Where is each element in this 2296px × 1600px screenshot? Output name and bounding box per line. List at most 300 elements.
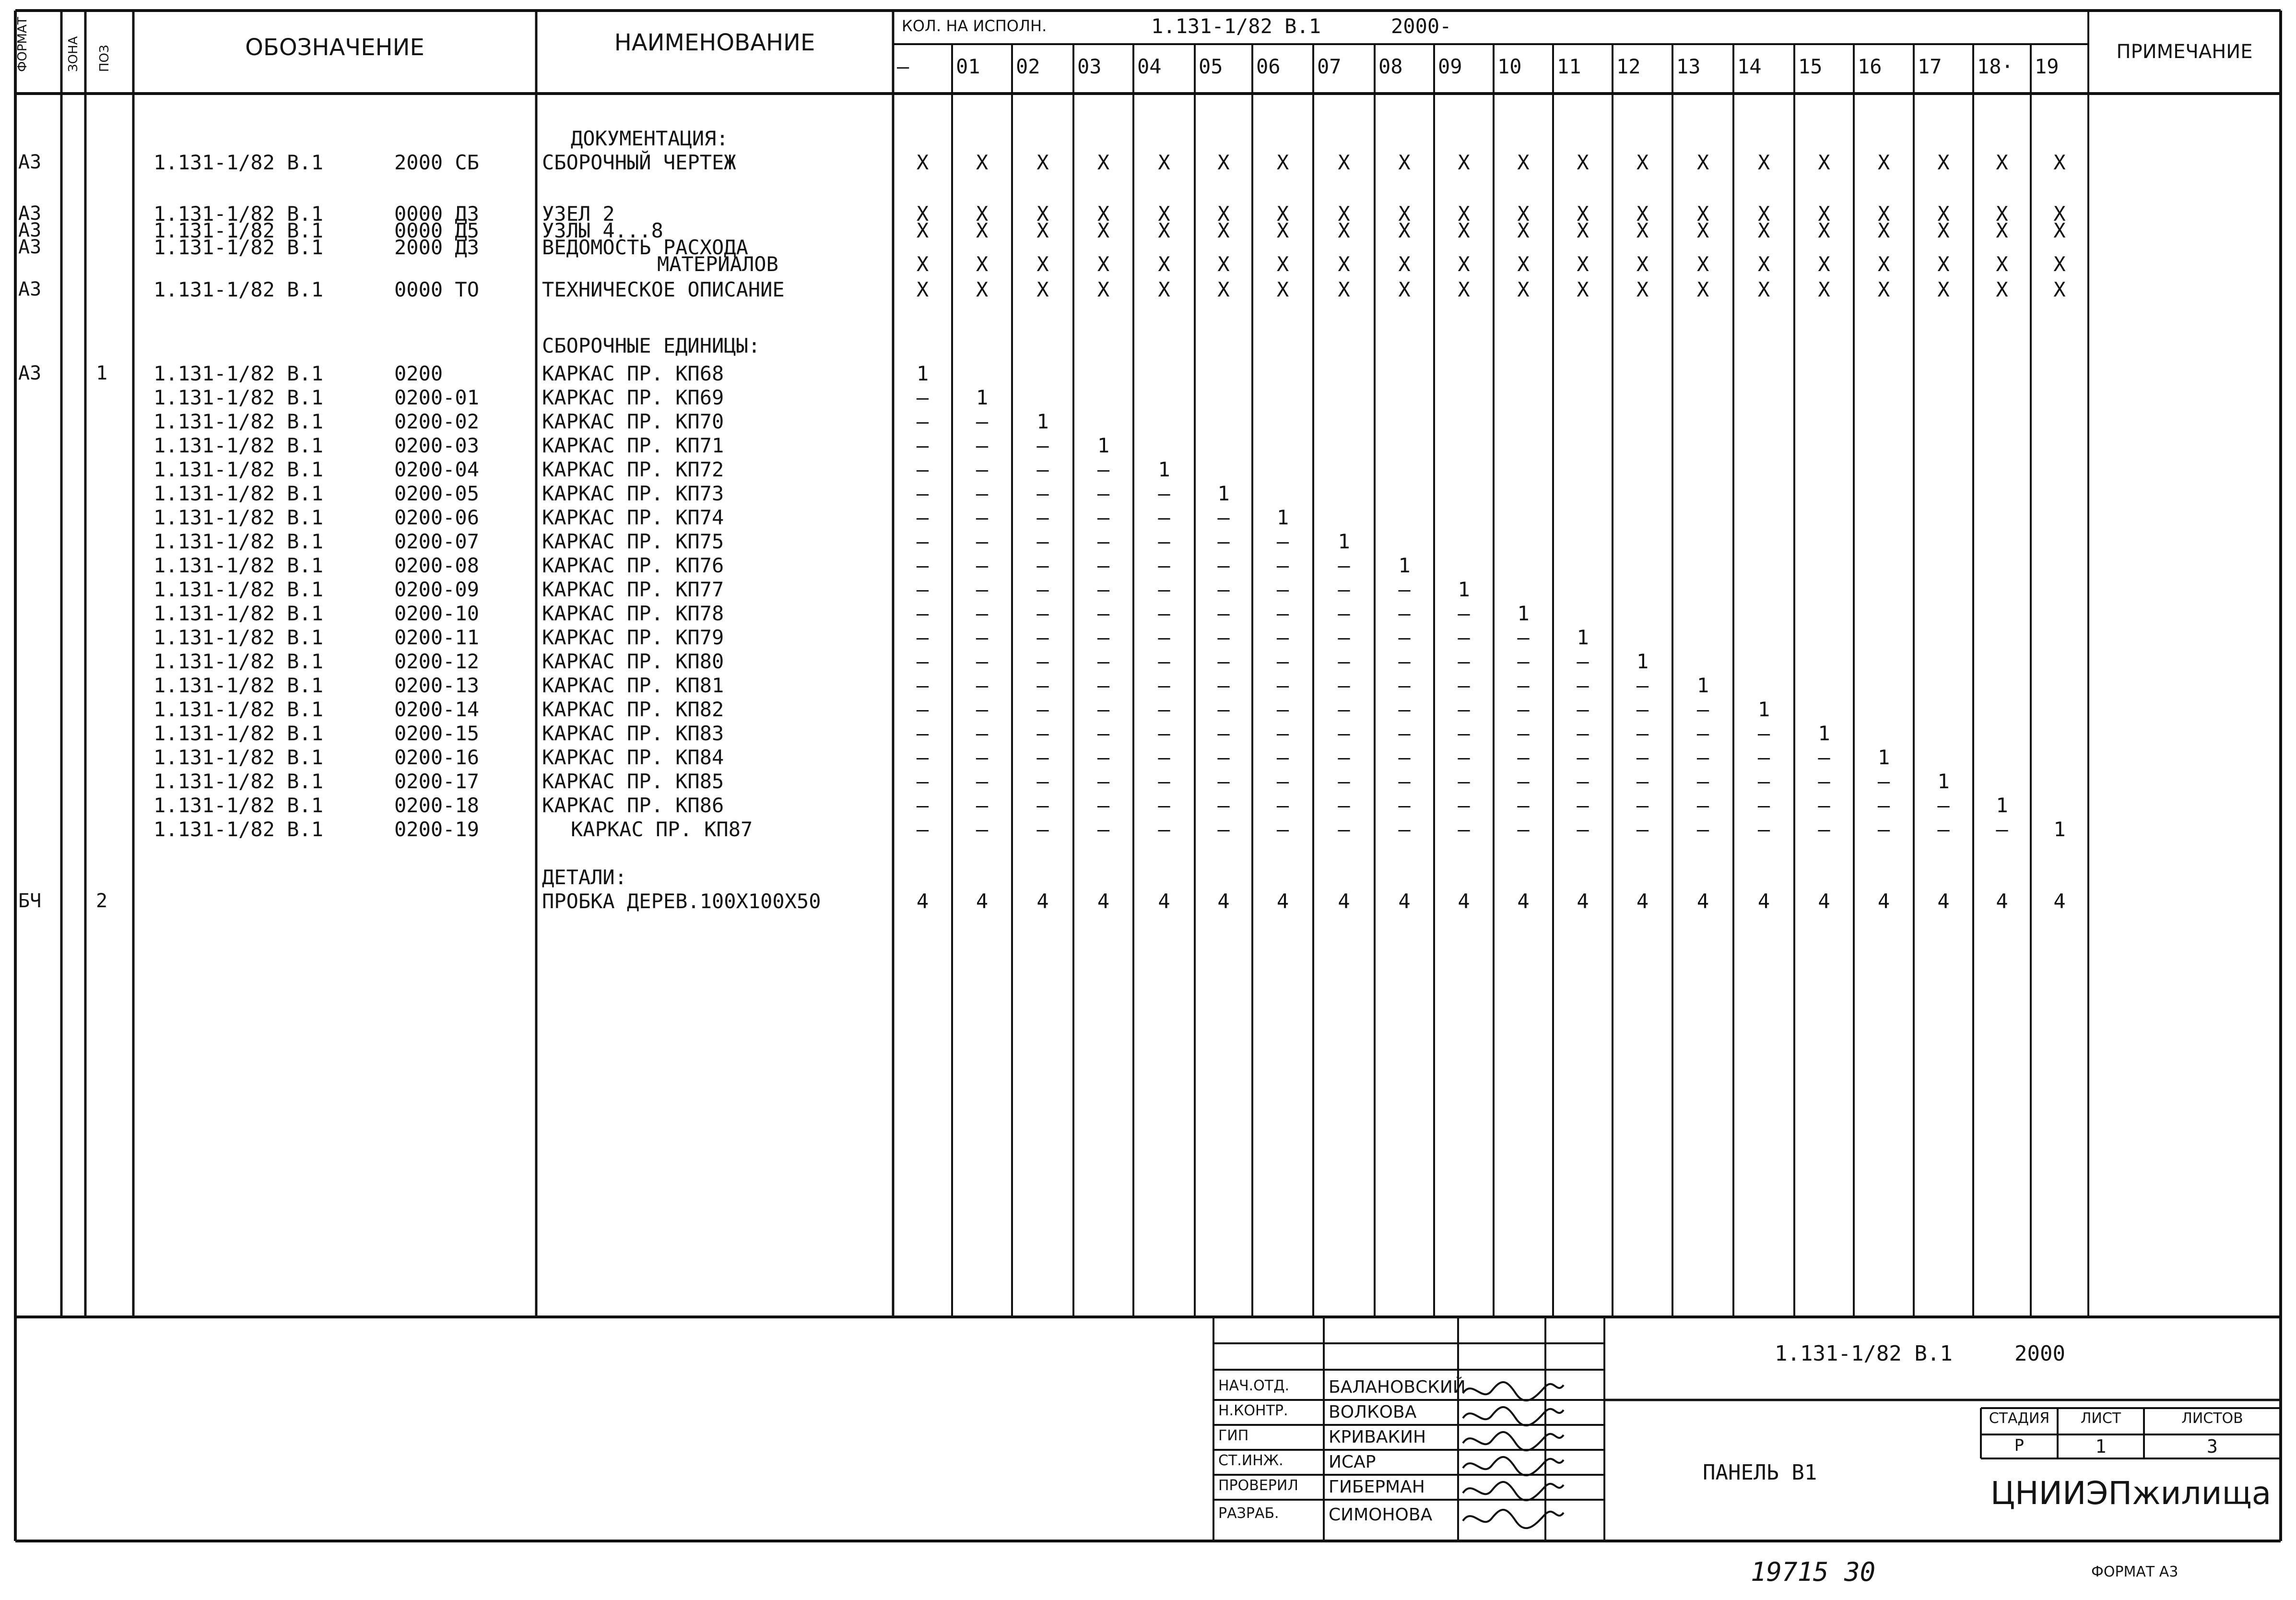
row-code: 0200-05 xyxy=(394,482,480,505)
qty-cell: – xyxy=(1276,554,1289,577)
row-code: 0200-09 xyxy=(394,578,480,601)
qty-cell: – xyxy=(976,650,989,673)
qty-cell: 1 xyxy=(2053,818,2066,841)
qty-cell: 4 xyxy=(1996,889,2008,913)
qty-cell: X xyxy=(1217,202,1230,225)
qty-cell: 1 xyxy=(1338,530,1350,553)
qty-cell: – xyxy=(1036,698,1049,721)
qty-cell: – xyxy=(1036,554,1049,577)
qty-cell: – xyxy=(1398,698,1411,721)
qty-cell: – xyxy=(1217,530,1230,553)
qty-cell: – xyxy=(1636,698,1649,721)
qty-cell: – xyxy=(1458,818,1470,841)
qty-cell: – xyxy=(1097,794,1110,817)
qty-cell: 4 xyxy=(1036,889,1049,913)
row-name: КАРКАС ПР. КП71 xyxy=(542,434,724,457)
qty-cell: 1 xyxy=(1036,410,1049,433)
row-format: А3 xyxy=(18,219,42,241)
qty-cell: X xyxy=(1517,202,1530,225)
role-label: СТ.ИНЖ. xyxy=(1218,1452,1283,1469)
qty-cell: X xyxy=(1937,278,1950,301)
row-designation: 1.131-1/82 В.1 xyxy=(153,554,324,577)
qty-cell: – xyxy=(1577,818,1589,841)
qty-cell: – xyxy=(916,722,929,745)
organization: ЦНИИЭПжилища xyxy=(1990,1475,2272,1512)
row-code: 0000 Д5 xyxy=(394,219,480,242)
qty-cell: X xyxy=(1036,202,1049,225)
qty-cell: – xyxy=(1338,554,1350,577)
qty-cell: – xyxy=(1276,698,1289,721)
row-name: КАРКАС ПР. КП87 xyxy=(571,818,753,841)
col-format-header: ФОРМАТ xyxy=(15,17,30,72)
col-pos-header: ПОЗ xyxy=(97,45,112,72)
qty-cell: – xyxy=(916,818,929,841)
qty-cell: – xyxy=(1877,794,1890,817)
qty-cell: – xyxy=(1877,818,1890,841)
qty-cell: X xyxy=(976,219,989,242)
row-code: 0200-19 xyxy=(394,818,480,841)
qty-cell: X xyxy=(1398,252,1411,276)
qty-cell: – xyxy=(1398,722,1411,745)
signer-name: СИМОНОВА xyxy=(1329,1505,1433,1525)
qty-cell: X xyxy=(1036,219,1049,242)
qty-cell: X xyxy=(1877,151,1890,174)
qty-cell: – xyxy=(1217,602,1230,625)
variant-header: 05 xyxy=(1199,55,1223,78)
qty-cell: 4 xyxy=(1217,889,1230,913)
qty-cell: 1 xyxy=(1517,602,1530,625)
role-label: РАЗРАБ. xyxy=(1218,1505,1279,1522)
qty-cell: – xyxy=(976,434,989,457)
row-designation: 1.131-1/82 В.1 xyxy=(153,794,324,817)
row-designation: 1.131-1/82 В.1 xyxy=(153,626,324,649)
row-code: 0200-18 xyxy=(394,794,480,817)
row-name: КАРКАС ПР. КП68 xyxy=(542,362,724,385)
qty-cell: X xyxy=(1158,278,1170,301)
qty-cell: X xyxy=(1097,278,1110,301)
qty-cell: 4 xyxy=(1696,889,1709,913)
qty-cell: – xyxy=(916,410,929,433)
qty-cell: – xyxy=(1158,818,1170,841)
qty-cell: – xyxy=(1217,626,1230,649)
qty-cell: – xyxy=(1398,674,1411,697)
qty-cell: – xyxy=(1458,794,1470,817)
paper-format: ФОРМАТ А3 xyxy=(2091,1564,2178,1580)
qty-cell: X xyxy=(1458,202,1470,225)
qty-cell: 1 xyxy=(916,362,929,385)
qty-cell: – xyxy=(1458,602,1470,625)
qty-cell: X xyxy=(1636,278,1649,301)
row-designation: 1.131-1/82 В.1 xyxy=(153,746,324,769)
variant-header: 17 xyxy=(1918,55,1942,78)
qty-cell: X xyxy=(1217,219,1230,242)
qty-cell: – xyxy=(1398,578,1411,601)
row-name: ДЕТАЛИ: xyxy=(542,865,627,889)
qty-cell: – xyxy=(1276,746,1289,769)
row-name: КАРКАС ПР. КП73 xyxy=(542,482,724,505)
row-format: А3 xyxy=(18,202,42,225)
qty-cell: X xyxy=(1818,151,1830,174)
qty-cell: – xyxy=(1577,698,1589,721)
qty-cell: X xyxy=(976,151,989,174)
qty-cell: – xyxy=(1937,794,1950,817)
qty-cell: – xyxy=(1217,650,1230,673)
row-name: КАРКАС ПР. КП82 xyxy=(542,698,724,721)
row-code: 0000 ТО xyxy=(394,278,480,301)
qty-doc-number: 1.131-1/82 В.1 xyxy=(1151,14,1321,38)
qty-cell: – xyxy=(1276,650,1289,673)
signer-name: КРИВАКИН xyxy=(1329,1427,1426,1447)
qty-cell: X xyxy=(916,219,929,242)
qty-cell: – xyxy=(1217,794,1230,817)
qty-cell: – xyxy=(1517,722,1530,745)
qty-cell: – xyxy=(1398,650,1411,673)
qty-cell: X xyxy=(1036,151,1049,174)
qty-cell: – xyxy=(1158,530,1170,553)
qty-cell: – xyxy=(1636,674,1649,697)
qty-cell: – xyxy=(1036,794,1049,817)
qty-cell: 4 xyxy=(916,889,929,913)
row-name: УЗЛЫ 4...8 xyxy=(542,219,663,242)
qty-cell: X xyxy=(1517,151,1530,174)
qty-cell: 4 xyxy=(1276,889,1289,913)
qty-cell: X xyxy=(1398,278,1411,301)
qty-cell: – xyxy=(1338,794,1350,817)
variant-header: 19 xyxy=(2035,55,2059,78)
row-designation: 1.131-1/82 В.1 xyxy=(153,818,324,841)
qty-cell: 1 xyxy=(1877,746,1890,769)
qty-cell: X xyxy=(1877,278,1890,301)
signer-name: БАЛАНОВСКИЙ xyxy=(1329,1377,1466,1397)
qty-cell: – xyxy=(916,434,929,457)
row-name: КАРКАС ПР. КП81 xyxy=(542,674,724,697)
qty-cell: – xyxy=(916,770,929,793)
qty-cell: X xyxy=(1696,252,1709,276)
qty-cell: 1 xyxy=(1996,794,2008,817)
variant-header: 04 xyxy=(1137,55,1162,78)
qty-cell: – xyxy=(976,770,989,793)
row-code: 0000 ДЗ xyxy=(394,202,480,225)
qty-cell: – xyxy=(1276,722,1289,745)
qty-cell: – xyxy=(1217,746,1230,769)
qty-cell: – xyxy=(1458,722,1470,745)
qty-cell: – xyxy=(976,410,989,433)
qty-cell: – xyxy=(916,602,929,625)
qty-cell: – xyxy=(916,674,929,697)
qty-cell: 4 xyxy=(1818,889,1830,913)
qty-cell: 1 xyxy=(976,386,989,409)
qty-cell: 1 xyxy=(1158,458,1170,481)
qty-cell: – xyxy=(1097,458,1110,481)
qty-cell: – xyxy=(1458,698,1470,721)
qty-cell: – xyxy=(1158,794,1170,817)
qty-cell: – xyxy=(1036,434,1049,457)
qty-cell: X xyxy=(1636,219,1649,242)
row-designation: 1.131-1/82 В.1 xyxy=(153,770,324,793)
qty-cell: – xyxy=(1338,650,1350,673)
qty-cell: – xyxy=(1577,674,1589,697)
qty-cell: X xyxy=(2053,219,2066,242)
variant-header: 14 xyxy=(1737,55,1762,78)
row-code: 0200-10 xyxy=(394,602,480,625)
qty-cell: – xyxy=(1757,794,1770,817)
sheets-label: ЛИСТОВ xyxy=(2181,1410,2243,1427)
qty-cell: – xyxy=(1158,746,1170,769)
row-name: СБОРОЧНЫЙ ЧЕРТЕЖ xyxy=(542,151,736,174)
qty-cell: – xyxy=(976,722,989,745)
row-name: КАРКАС ПР. КП79 xyxy=(542,626,724,649)
qty-cell: – xyxy=(1636,818,1649,841)
qty-cell: – xyxy=(1158,506,1170,529)
col-zone-header: ЗОНА xyxy=(66,36,81,72)
qty-cell: – xyxy=(1097,770,1110,793)
signer-name: ВОЛКОВА xyxy=(1329,1402,1417,1422)
qty-cell: – xyxy=(1517,770,1530,793)
signer-name: ГИБЕРМАН xyxy=(1329,1477,1425,1497)
row-code: 2000 СБ xyxy=(394,151,480,174)
row-name: КАРКАС ПР. КП77 xyxy=(542,578,724,601)
qty-cell: X xyxy=(1338,151,1350,174)
qty-cell: – xyxy=(1636,722,1649,745)
signer-name: ИСАР xyxy=(1329,1452,1376,1472)
qty-cell: X xyxy=(1458,219,1470,242)
qty-cell: – xyxy=(1097,650,1110,673)
qty-cell: – xyxy=(916,530,929,553)
qty-cell: 1 xyxy=(1696,674,1709,697)
qty-cell: – xyxy=(1517,698,1530,721)
qty-cell: – xyxy=(916,458,929,481)
qty-cell: – xyxy=(1517,626,1530,649)
qty-cell: 4 xyxy=(1158,889,1170,913)
qty-cell: X xyxy=(1696,219,1709,242)
qty-cell: 1 xyxy=(1757,698,1770,721)
qty-cell: 4 xyxy=(1517,889,1530,913)
qty-cell: X xyxy=(916,151,929,174)
variant-header: 06 xyxy=(1256,55,1281,78)
qty-cell: X xyxy=(1338,278,1350,301)
qty-cell: – xyxy=(1696,770,1709,793)
qty-cell: X xyxy=(1757,278,1770,301)
qty-cell: X xyxy=(2053,202,2066,225)
qty-cell: – xyxy=(916,386,929,409)
qty-cell: X xyxy=(1996,278,2008,301)
row-designation: 1.131-1/82 В.1 xyxy=(153,578,324,601)
qty-cell: 1 xyxy=(1458,578,1470,601)
qty-cell: X xyxy=(1276,278,1289,301)
row-designation: 1.131-1/82 В.1 xyxy=(153,506,324,529)
qty-cell: X xyxy=(1577,151,1589,174)
qty-cell: X xyxy=(1158,151,1170,174)
row-code: 0200-01 xyxy=(394,386,480,409)
qty-cell: – xyxy=(1158,698,1170,721)
row-designation: 1.131-1/82 В.1 xyxy=(153,434,324,457)
row-designation: 1.131-1/82 В.1 xyxy=(153,236,324,259)
sheet-label: ЛИСТ xyxy=(2080,1410,2121,1427)
qty-cell: – xyxy=(1458,746,1470,769)
qty-cell: – xyxy=(976,794,989,817)
row-code: 0200-15 xyxy=(394,722,480,745)
qty-cell: – xyxy=(1818,794,1830,817)
qty-cell: 4 xyxy=(1757,889,1770,913)
row-code: 0200-07 xyxy=(394,530,480,553)
qty-cell: – xyxy=(1276,602,1289,625)
qty-cell: X xyxy=(1636,252,1649,276)
row-name: ТЕХНИЧЕСКОЕ ОПИСАНИЕ xyxy=(542,278,785,301)
row-designation: 1.131-1/82 В.1 xyxy=(153,482,324,505)
qty-cell: X xyxy=(1818,278,1830,301)
row-code: 0200-08 xyxy=(394,554,480,577)
row-position: 2 xyxy=(96,890,108,912)
row-code: 0200-13 xyxy=(394,674,480,697)
qty-cell: X xyxy=(1338,219,1350,242)
row-code: 0200 xyxy=(394,362,443,385)
qty-cell: X xyxy=(976,278,989,301)
qty-cell: X xyxy=(1577,278,1589,301)
qty-cell: X xyxy=(1217,151,1230,174)
qty-cell: – xyxy=(1276,578,1289,601)
row-designation: 1.131-1/82 В.1 xyxy=(153,202,324,225)
qty-cell: – xyxy=(1276,626,1289,649)
qty-cell: – xyxy=(1097,722,1110,745)
qty-cell: X xyxy=(1517,252,1530,276)
qty-cell: – xyxy=(1036,602,1049,625)
row-name: СБОРОЧНЫЕ ЕДИНИЦЫ: xyxy=(542,334,761,357)
variant-header: 18· xyxy=(1977,55,2013,78)
row-designation: 1.131-1/82 В.1 xyxy=(153,698,324,721)
doc-code: 2000 xyxy=(2014,1341,2065,1366)
qty-cell: – xyxy=(1338,698,1350,721)
qty-cell: X xyxy=(1757,202,1770,225)
qty-cell: – xyxy=(1696,818,1709,841)
qty-cell: X xyxy=(1276,219,1289,242)
qty-cell: – xyxy=(1036,530,1049,553)
qty-cell: X xyxy=(1517,278,1530,301)
variant-header: 11 xyxy=(1557,55,1581,78)
qty-cell: X xyxy=(1097,202,1110,225)
qty-cell: X xyxy=(1937,252,1950,276)
row-name: УЗЕЛ 2 xyxy=(542,202,615,225)
qty-cell: X xyxy=(1577,252,1589,276)
qty-cell: – xyxy=(1217,722,1230,745)
variant-header: 03 xyxy=(1077,55,1102,78)
qty-cell: – xyxy=(1757,722,1770,745)
qty-cell: – xyxy=(1036,674,1049,697)
row-format: А3 xyxy=(18,151,42,173)
variant-header: 02 xyxy=(1016,55,1040,78)
qty-cell: – xyxy=(1577,722,1589,745)
qty-cell: – xyxy=(1818,746,1830,769)
row-designation: 1.131-1/82 В.1 xyxy=(153,410,324,433)
variant-header: 10 xyxy=(1497,55,1522,78)
qty-cell: – xyxy=(916,554,929,577)
qty-cell: – xyxy=(976,530,989,553)
qty-cell: 4 xyxy=(1458,889,1470,913)
qty-cell: X xyxy=(1818,252,1830,276)
qty-cell: – xyxy=(1818,770,1830,793)
qty-cell: – xyxy=(1217,698,1230,721)
qty-cell: 1 xyxy=(1636,650,1649,673)
qty-cell: 1 xyxy=(1097,434,1110,457)
qty-cell: 4 xyxy=(2053,889,2066,913)
qty-cell: X xyxy=(1458,278,1470,301)
qty-cell: X xyxy=(1276,252,1289,276)
qty-cell: – xyxy=(1937,818,1950,841)
qty-cell: 4 xyxy=(976,889,989,913)
qty-cell: X xyxy=(2053,151,2066,174)
variant-header: – xyxy=(897,55,909,78)
row-name: КАРКАС ПР. КП74 xyxy=(542,506,724,529)
qty-cell: – xyxy=(1276,530,1289,553)
qty-cell: – xyxy=(1398,770,1411,793)
qty-cell: – xyxy=(1458,770,1470,793)
qty-cell: – xyxy=(976,698,989,721)
row-name: КАРКАС ПР. КП86 xyxy=(542,794,724,817)
variant-header: 07 xyxy=(1317,55,1342,78)
row-name: КАРКАС ПР. КП80 xyxy=(542,650,724,673)
qty-cell: 1 xyxy=(1818,722,1830,745)
qty-cell: – xyxy=(976,554,989,577)
variant-header: 01 xyxy=(956,55,980,78)
row-name: КАРКАС ПР. КП76 xyxy=(542,554,724,577)
qty-cell: X xyxy=(916,278,929,301)
qty-cell: – xyxy=(1398,626,1411,649)
row-name: КАРКАС ПР. КП83 xyxy=(542,722,724,745)
qty-cell: – xyxy=(916,746,929,769)
qty-cell: – xyxy=(1577,770,1589,793)
qty-cell: – xyxy=(1158,674,1170,697)
row-name: КАРКАС ПР. КП84 xyxy=(542,746,724,769)
qty-cell: 1 xyxy=(1398,554,1411,577)
qty-cell: – xyxy=(1338,578,1350,601)
qty-cell: – xyxy=(1158,650,1170,673)
qty-cell: – xyxy=(916,626,929,649)
qty-cell: X xyxy=(1158,252,1170,276)
row-code: 0200-02 xyxy=(394,410,480,433)
row-code: 0200-12 xyxy=(394,650,480,673)
qty-cell: – xyxy=(1217,578,1230,601)
qty-cell: – xyxy=(1036,626,1049,649)
qty-cell: X xyxy=(1217,252,1230,276)
qty-cell: – xyxy=(1577,746,1589,769)
qty-cell: – xyxy=(1097,578,1110,601)
row-designation: 1.131-1/82 В.1 xyxy=(153,674,324,697)
qty-cell: – xyxy=(1036,458,1049,481)
qty-cell: – xyxy=(1338,722,1350,745)
qty-cell: X xyxy=(1338,252,1350,276)
stage-value: Р xyxy=(2014,1436,2025,1455)
row-name: МАТЕРИАЛОВ xyxy=(657,252,778,276)
row-designation: 1.131-1/82 В.1 xyxy=(153,602,324,625)
qty-cell: – xyxy=(1217,818,1230,841)
qty-cell: – xyxy=(1338,770,1350,793)
row-code: 0200-16 xyxy=(394,746,480,769)
qty-cell: X xyxy=(976,202,989,225)
qty-cell: X xyxy=(1937,202,1950,225)
qty-cell: X xyxy=(1996,151,2008,174)
qty-cell: – xyxy=(976,674,989,697)
variant-header: 08 xyxy=(1378,55,1403,78)
qty-cell: – xyxy=(1097,746,1110,769)
row-code: 0200-03 xyxy=(394,434,480,457)
qty-cell: X xyxy=(1757,151,1770,174)
qty-cell: X xyxy=(1158,219,1170,242)
qty-cell: X xyxy=(1398,219,1411,242)
qty-cell: – xyxy=(1636,770,1649,793)
variant-header: 12 xyxy=(1616,55,1641,78)
qty-cell: – xyxy=(1696,722,1709,745)
qty-cell: – xyxy=(1097,530,1110,553)
qty-cell: – xyxy=(1996,818,2008,841)
